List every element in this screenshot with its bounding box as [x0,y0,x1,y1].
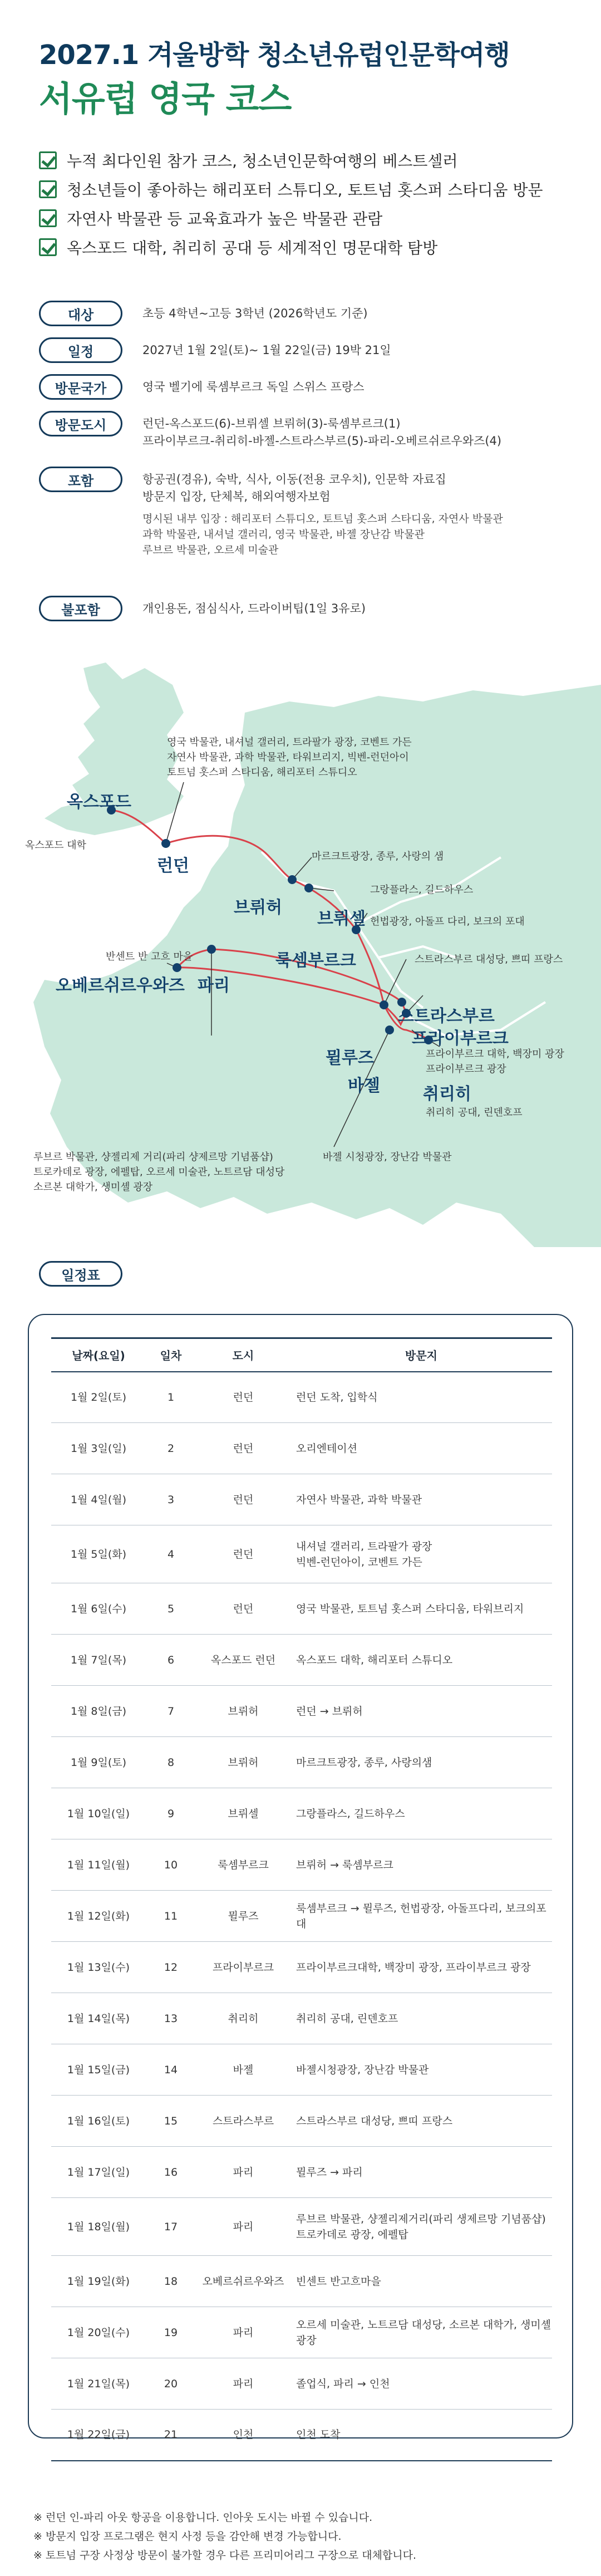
cell-city: 브뤼허 [196,1686,290,1737]
cell-visit: 옥스포드 대학, 해리포터 스튜디오 [290,1635,552,1686]
cell-visit: 영국 박물관, 토트넘 홋스퍼 스타디움, 타워브리지 [290,1583,552,1635]
note-item: ※ 런던 인-파리 아웃 항공을 이용합니다. 인아웃 도시는 바뀔 수 있습니다. [33,2511,373,2524]
cell-city: 옥스포드 런던 [196,1635,290,1686]
table-row [51,1942,552,1993]
highlight-text: 자연사 박물관 등 교육효과가 높은 박물관 관람 [67,210,383,228]
table-row [51,1686,552,1737]
info-value [142,467,503,558]
schedule-table-body [51,1372,552,2461]
page-title: 2027.1 겨울방학 청소년유럽인문학여행 [39,40,510,71]
table-row [51,2096,552,2147]
cell-day: 2 [146,1423,196,1474]
info-label: 불포함 [39,596,122,621]
spot-label-bruges: 마르크트광장, 종루, 사랑의 샘 [312,851,444,862]
info-line: 명시된 내부 입장 : 해리포터 스튜디오, 토트넘 홋스퍼 스타디움, 자연사 박물관 [142,513,503,525]
spot-label-london [167,735,412,780]
city-dot-millerose [380,1000,388,1009]
city-label-brussels: 브뤼셀 [317,909,366,929]
cell-city: 브뤼셀 [196,1788,290,1839]
info-label: 대상 [39,301,122,326]
schedule-table-box [28,1314,573,2441]
table-row [51,1583,552,1635]
cell-visit: 빈센트 반고흐마을 [290,2256,552,2307]
highlight-text: 옥스포드 대학, 취리히 공대 등 세계적인 명문대학 탐방 [67,239,438,257]
cell-city: 뮐루즈 [196,1891,290,1942]
highlight-item [39,204,573,233]
cell-visit: 브뤼허 → 룩셈부르크 [290,1839,552,1891]
schedule-table [51,1337,552,2461]
cell-day: 20 [146,2358,196,2410]
table-row [51,1839,552,1891]
cell-date: 1월 19일(화) [51,2256,146,2307]
table-row [51,2198,552,2256]
highlight-text: 누적 최다인원 참가 코스, 청소년인문학여행의 베스트셀러 [67,152,458,170]
cell-day: 16 [146,2147,196,2198]
cell-visit: 룩셈부르크 → 뮐루즈, 헌법광장, 아돌프다리, 보크의포대 [290,1891,552,1942]
spot-label-zurich: 취리히 공대, 린덴호프 [426,1107,523,1118]
cell-visit: 마르크트광장, 종루, 사랑의샘 [290,1737,552,1788]
cell-day: 18 [146,2256,196,2307]
city-label-luxembourg: 룩셈부르크 [275,951,356,970]
table-row [51,2147,552,2198]
cell-day: 21 [146,2410,196,2461]
cell-city: 브뤼허 [196,1737,290,1788]
cell-day: 17 [146,2198,196,2256]
page-subtitle: 서유럽 영국 코스 [39,78,292,119]
cell-visit [290,2198,552,2256]
city-dot-london [161,839,170,848]
note-item: ※ 토트넘 구장 사정상 방문이 불가할 경우 다른 프리미어리그 구장으로 대체합니다. [33,2549,417,2562]
cell-date: 1월 12일(화) [51,1891,146,1942]
included-details [142,506,503,558]
info-label: 포함 [39,467,122,492]
info-row-included [39,467,503,558]
table-row [51,1788,552,1839]
cell-day: 8 [146,1737,196,1788]
cell-date: 1월 3일(일) [51,1423,146,1474]
column-header-city: 도시 [196,1338,290,1372]
cell-visit-line: 루브르 박물관, 샹젤리제거리(파리 생제르망 기념품샵) [296,2212,546,2225]
info-value: 2027년 1월 2일(토)~ 1월 22일(금) 19박 21일 [142,344,391,357]
cell-visit-line: 트로카데로 광장, 에펠탑 [296,2228,408,2241]
cell-city: 런던 [196,1525,290,1583]
table-row [51,1423,552,1474]
info-line: 프라이부르크-취리히-바젤-스트라스부르(5)-파리-오베르쉬르우와즈(4) [142,434,502,448]
checkbox-icon [39,180,57,198]
cell-city: 스트라스부르 [196,2096,290,2147]
spot-line: 프라이부르크 대학, 백장미 광장 [426,1048,564,1060]
highlight-item [39,175,573,204]
spot-line: 자연사 박물관, 과학 박물관, 타워브리지, 빅벤-런던아이 [167,752,409,763]
cell-visit: 오르세 미술관, 노트르담 대성당, 소르본 대학가, 생미셸 광장 [290,2307,552,2358]
info-value: 개인용돈, 점심식사, 드라이버팁(1일 3유로) [142,602,366,615]
city-label-zurich: 취리히 [423,1085,471,1104]
cell-day: 9 [146,1788,196,1839]
cell-date: 1월 5일(화) [51,1525,146,1583]
info-line: 루브르 박물관, 오르세 미술관 [142,544,279,556]
info-value [142,411,501,450]
table-row [51,1891,552,1942]
cell-visit: 오리엔테이션 [290,1423,552,1474]
cell-day: 13 [146,1993,196,2044]
cell-date: 1월 9일(토) [51,1737,146,1788]
city-label-auvers: 오베르쉬르우와즈 [56,976,185,995]
cell-day: 15 [146,2096,196,2147]
cell-visit [290,1525,552,1583]
city-label-basel: 바젤 [348,1076,380,1096]
cell-date: 1월 13일(수) [51,1942,146,1993]
cell-date: 1월 18일(월) [51,2198,146,2256]
cell-visit-line: 빅벤-런던아이, 코벤트 가든 [296,1556,422,1568]
checkbox-icon [39,151,57,169]
cell-city: 룩셈부르크 [196,1839,290,1891]
checkbox-icon [39,209,57,227]
cell-day: 10 [146,1839,196,1891]
city-label-freiburg: 프라이부르크 [412,1029,509,1048]
city-label-bruges: 브뤼허 [234,898,282,917]
city-label-millerose: 뮐루즈 [326,1048,374,1068]
info-label: 방문국가 [39,374,122,400]
cell-visit: 그랑플라스, 길드하우스 [290,1788,552,1839]
highlight-text: 청소년들이 좋아하는 해리포터 스튜디오, 토트넘 홋스퍼 스타디움 방문 [67,181,543,199]
table-row [51,1737,552,1788]
info-line: 방문지 입장, 단체복, 해외여행자보험 [142,490,331,503]
spot-line: 영국 박물관, 내셔널 갤러리, 트라팔가 광장, 코벤트 가든 [167,737,412,748]
spot-label-brussels: 그랑플라스, 길드하우스 [370,884,474,896]
cell-day: 12 [146,1942,196,1993]
cell-visit: 뮐루즈 → 파리 [290,2147,552,2198]
highlight-item [39,233,573,262]
info-value: 초등 4학년~고등 3학년 (2026학년도 기준) [142,307,368,320]
column-header-day: 일차 [146,1338,196,1372]
cell-visit: 런던 도착, 입학식 [290,1372,552,1423]
info-line: 과학 박물관, 내셔널 갤러리, 영국 박물관, 바젤 장난감 박물관 [142,528,425,541]
info-label: 일정 [39,337,122,363]
spot-label-paris [33,1150,284,1195]
table-row [51,2307,552,2358]
cell-date: 1월 22일(금) [51,2410,146,2461]
cell-date: 1월 17일(일) [51,2147,146,2198]
table-row [51,2410,552,2461]
spot-label-luxembourg: 헌법광장, 아돌프 다리, 보크의 포대 [370,916,525,928]
cell-date: 1월 2일(토) [51,1372,146,1423]
spot-line: 프라이부르크 광장 [426,1063,506,1075]
cell-date: 1월 15일(금) [51,2044,146,2096]
spot-line: 루브르 박물관, 샹젤리제 거리(파리 샹제르망 기념품샵) [33,1151,273,1163]
spot-label-freiburg [426,1047,564,1077]
info-row-excluded [39,596,366,621]
cell-visit: 인천 도착 [290,2410,552,2461]
checkbox-icon [39,238,57,256]
spot-line: 트로카데로 광장, 에펠탑, 오르세 미술관, 노트르담 대성당 [33,1166,285,1178]
cell-day: 11 [146,1891,196,1942]
cell-city: 파리 [196,2198,290,2256]
info-value: 영국 벨기에 룩셈부르크 독일 스위스 프랑스 [142,380,364,394]
city-label-london: 런던 [157,856,189,876]
cell-date: 1월 21일(목) [51,2358,146,2410]
city-dot-brussels [304,884,313,892]
highlight-list [39,146,573,262]
cell-city: 런던 [196,1372,290,1423]
city-dot-bruges [288,875,297,884]
cell-day: 5 [146,1583,196,1635]
info-row-cities [39,411,501,450]
notes [33,2508,568,2565]
spot-label-auvers: 반센트 반 고흐 마을 [106,951,193,963]
cell-day: 7 [146,1686,196,1737]
cell-city: 바젤 [196,2044,290,2096]
spot-label-basel: 바젤 시청광장, 장난감 박물관 [323,1151,452,1163]
cell-date: 1월 11일(월) [51,1839,146,1891]
cell-date: 1월 6일(수) [51,1583,146,1635]
cell-day: 6 [146,1635,196,1686]
cell-city: 런던 [196,1583,290,1635]
info-line: 런던-옥스포드(6)-브뤼셀 브뤼허(3)-룩셈부르크(1) [142,417,401,430]
info-row-countries [39,374,364,400]
info-line: 항공권(경유), 숙박, 식사, 이동(전용 코우치), 인문학 자료집 [142,473,446,486]
table-row [51,1372,552,1423]
cell-visit: 바젤시청광장, 장난감 박물관 [290,2044,552,2096]
cell-visit: 프라이부르크대학, 백장미 광장, 프라이부르크 광장 [290,1942,552,1993]
cell-date: 1월 10일(일) [51,1788,146,1839]
city-label-oxford: 옥스포드 [67,792,131,812]
cell-day: 1 [146,1372,196,1423]
info-row-schedule [39,337,391,363]
cell-city: 오베르쉬르우와즈 [196,2256,290,2307]
city-dot-paris [207,945,216,954]
city-label-paris: 파리 [198,976,230,995]
route-map [0,646,601,1247]
info-row-target [39,301,368,326]
cell-date: 1월 7일(목) [51,1635,146,1686]
cell-city: 파리 [196,2307,290,2358]
cell-date: 1월 20일(수) [51,2307,146,2358]
cell-city: 취리히 [196,1993,290,2044]
column-header-visit: 방문지 [290,1338,552,1372]
city-label-strasbourg: 스트라스부르 [398,1007,495,1026]
cell-date: 1월 4일(월) [51,1474,146,1525]
table-header-row [51,1338,552,1372]
cell-city: 런던 [196,1423,290,1474]
table-row [51,1525,552,1583]
cell-day: 14 [146,2044,196,2096]
cell-city: 파리 [196,2358,290,2410]
spot-label-oxford: 옥스포드 대학 [25,840,87,851]
column-header-date: 날짜(요일) [51,1338,146,1372]
table-row [51,2044,552,2096]
table-row [51,1474,552,1525]
cell-visit-line: 내셔널 갤러리, 트라팔가 광장 [296,1540,432,1553]
highlight-item [39,146,573,175]
cell-date: 1월 16일(토) [51,2096,146,2147]
table-row [51,2358,552,2410]
cell-date: 1월 8일(금) [51,1686,146,1737]
city-dot-auvers [173,963,181,972]
cell-visit: 취리히 공대, 린덴호프 [290,1993,552,2044]
cell-day: 3 [146,1474,196,1525]
cell-visit: 스트라스부르 대성당, 쁘띠 프랑스 [290,2096,552,2147]
city-dot-basel [385,1026,394,1034]
schedule-label: 일정표 [39,1261,122,1287]
table-row [51,2256,552,2307]
cell-city: 파리 [196,2147,290,2198]
table-row [51,1635,552,1686]
table-row [51,1993,552,2044]
spot-line: 소르본 대학가, 생미셸 광장 [33,1181,153,1193]
cell-visit: 졸업식, 파리 → 인천 [290,2358,552,2410]
info-label: 방문도시 [39,411,122,436]
spot-label-strasbourg: 스트라스부르 대성당, 쁘띠 프랑스 [415,954,563,965]
cell-day: 19 [146,2307,196,2358]
cell-visit: 런던 → 브뤼허 [290,1686,552,1737]
cell-date: 1월 14일(목) [51,1993,146,2044]
cell-city: 프라이부르크 [196,1942,290,1993]
note-item: ※ 방문지 입장 프로그램은 현지 사정 등을 감안해 변경 가능합니다. [33,2530,342,2543]
cell-city: 런던 [196,1474,290,1525]
cell-city: 인천 [196,2410,290,2461]
spot-line: 토트넘 홋스퍼 스타디움, 해리포터 스튜디오 [167,767,357,778]
cell-day: 4 [146,1525,196,1583]
cell-visit: 자연사 박물관, 과학 박물관 [290,1474,552,1525]
